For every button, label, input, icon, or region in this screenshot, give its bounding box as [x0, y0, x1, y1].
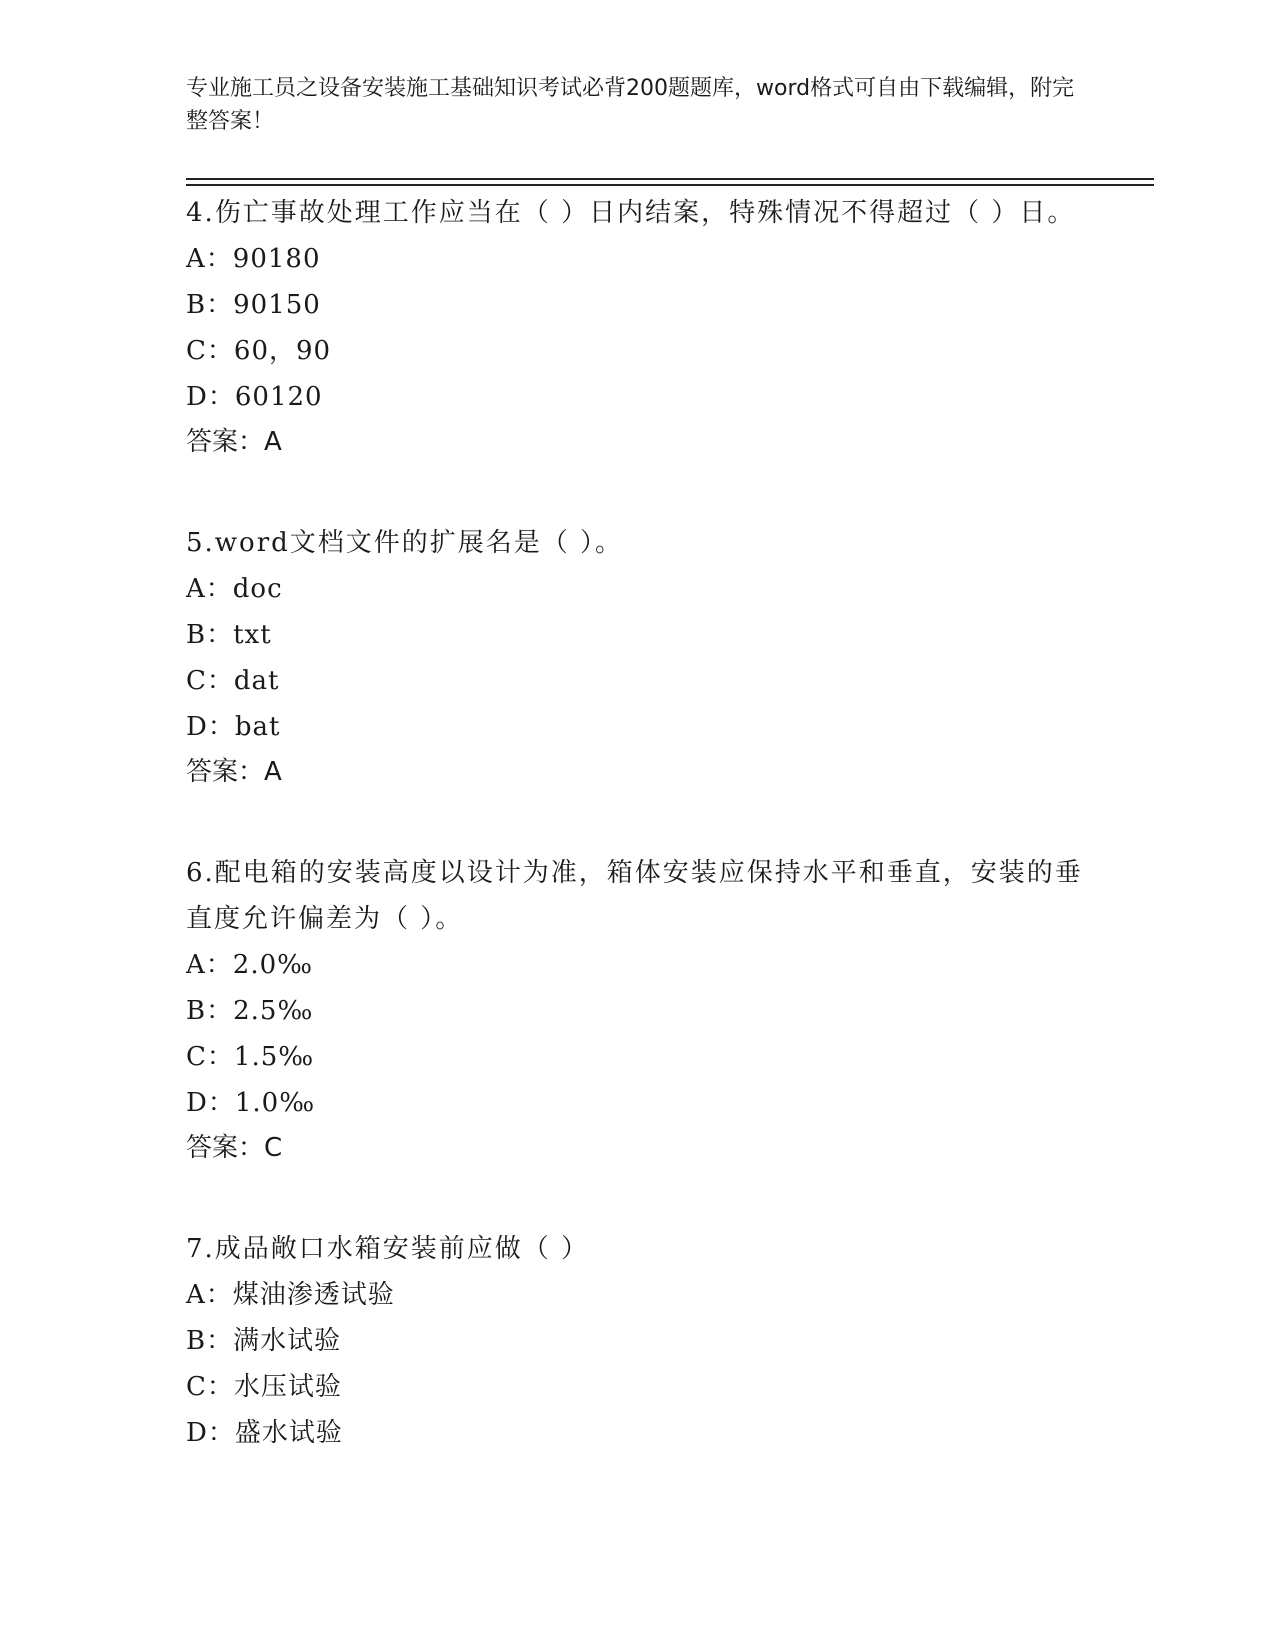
option-label: C：: [186, 336, 234, 366]
header-divider-bottom: [186, 184, 1154, 186]
option-a: [186, 566, 1086, 612]
option-label: D：: [186, 1418, 235, 1448]
option-b: [186, 1318, 1086, 1364]
question-7: [186, 1226, 1086, 1456]
answer-text: 答案：C: [186, 1133, 283, 1163]
question-5: [186, 520, 1086, 794]
option-d: [186, 1410, 1086, 1456]
option-text: 煤油渗透试验: [232, 1280, 395, 1310]
option-text: 满水试验: [233, 1326, 342, 1356]
document-header: 专业施工员之设备安装施工基础知识考试必背200题题库，word格式可自由下载编辑，附完整答案！: [186, 76, 1075, 134]
option-label: D：: [186, 1088, 235, 1118]
option-d: [186, 704, 1086, 750]
option-label: B：: [186, 1326, 234, 1356]
option-b: [186, 282, 1086, 328]
option-a: [186, 1272, 1086, 1318]
answer-text: 答案：A: [186, 427, 282, 457]
question-stem: 5.word文档文件的扩展名是（ ）。: [186, 528, 624, 558]
answer-text: 答案：A: [186, 757, 282, 787]
option-c: [186, 1034, 1086, 1080]
option-a: [186, 236, 1086, 282]
option-text: 90150: [233, 290, 321, 320]
option-text: 2.0‰: [232, 950, 314, 980]
option-text: doc: [232, 574, 283, 604]
option-label: A：: [186, 950, 233, 980]
option-label: A：: [186, 244, 233, 274]
option-a: [186, 942, 1086, 988]
option-d: [186, 374, 1086, 420]
question-stem: 6.配电箱的安装高度以设计为准，箱体安装应保持水平和垂直，安装的垂直度允许偏差为（ ）。: [186, 858, 1083, 934]
option-label: C：: [186, 1042, 234, 1072]
option-text: dat: [233, 666, 280, 696]
option-label: B：: [186, 996, 234, 1026]
option-label: B：: [186, 620, 234, 650]
option-text: 90180: [232, 244, 321, 274]
option-label: D：: [186, 382, 235, 412]
option-text: txt: [233, 620, 272, 650]
option-text: 60120: [234, 382, 323, 412]
option-text: 水压试验: [233, 1372, 342, 1402]
option-c: [186, 658, 1086, 704]
option-label: C：: [186, 1372, 234, 1402]
option-label: B：: [186, 290, 234, 320]
question-stem: 4.伤亡事故处理工作应当在（ ）日内结案，特殊情况不得超过（ ）日。: [186, 198, 1076, 228]
header-divider-top: [186, 178, 1154, 180]
question-list: [186, 190, 1086, 1512]
option-c: [186, 328, 1086, 374]
option-label: C：: [186, 666, 234, 696]
question-4: [186, 190, 1086, 464]
option-text: 60，90: [233, 336, 332, 366]
option-b: [186, 988, 1086, 1034]
option-text: 1.0‰: [234, 1088, 316, 1118]
question-stem: 7.成品敞口水箱安装前应做（ ）: [186, 1234, 590, 1264]
option-text: bat: [234, 712, 281, 742]
option-label: A：: [186, 574, 233, 604]
option-text: 1.5‰: [233, 1042, 315, 1072]
option-c: [186, 1364, 1086, 1410]
option-d: [186, 1080, 1086, 1126]
option-text: 盛水试验: [234, 1418, 343, 1448]
option-text: 2.5‰: [233, 996, 314, 1026]
option-label: A：: [186, 1280, 233, 1310]
question-6: [186, 850, 1086, 1170]
option-b: [186, 612, 1086, 658]
option-label: D：: [186, 712, 235, 742]
